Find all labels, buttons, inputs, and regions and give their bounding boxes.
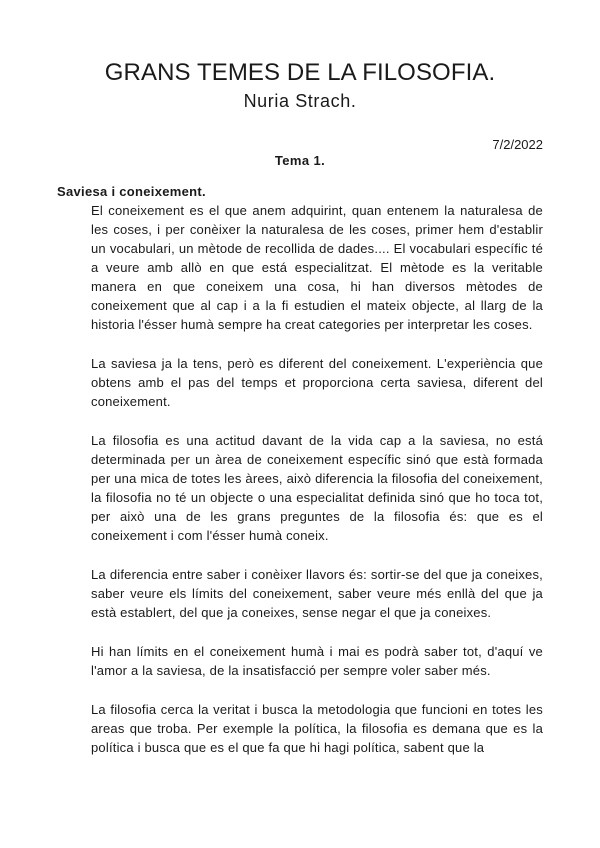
paragraph: La saviesa ja la tens, però es diferent del coneixement. L'experiència que obtens amb el pas del temps et proporciona certa saviesa, diferent del coneixement. [91, 356, 543, 409]
document-date: 7/2/2022 [492, 137, 543, 152]
paragraph: La diferencia entre saber i conèixer llavors és: sortir-se del que ja coneixes, saber veure els límits del coneixement, saber veure més enllà del que ja està establert, del que ja coneixes, sense negar el que ja coneixes. [91, 567, 543, 620]
body-text [91, 201, 543, 777]
paragraph: Hi han límits en el coneixement humà i mai es podrà saber tot, d'aquí ve l'amor a la saviesa, de la insatisfacció per sempre voler saber més. [91, 644, 543, 678]
paragraph: La filosofia cerca la veritat i busca la metodologia que funcioni en totes les areas que troba. Per exemple la política, la filosofia es demana que es la política i busca que es el que fa que hi hagi política, sabent que la [91, 702, 543, 755]
document-title: GRANS TEMES DE LA FILOSOFIA. [104, 59, 496, 86]
paragraph: El coneixement es el que anem adquirint, quan entenem la naturalesa de les coses, i per conèixer la naturalesa de les coses, primer hem d'establir un vocabulari, un mètode de recollida de dades.... El vocabulari específic té a veure amb allò en que está especialitzat. El mètode es la veritable manera en que coneixem una cosa, hi han diversos mètodes de coneixement que al cap i a la fi estudien el mateix objecte, al llarg de la historia l'ésser humà sempre ha creat categories per interpretar les coses. [91, 203, 543, 332]
document-author: Nuria Strach. [243, 91, 357, 111]
topic-heading: Tema 1. [274, 153, 326, 168]
paragraph: La filosofia es una actitud davant de la vida cap a la saviesa, no está determinada per un àrea de coneixement específic sinó que està formada per una mica de totes les àrees, això diferencia la filosofia del coneixement, la filosofia no té un objecte o una especialitat definida sinó que ho toca tot, per això una de les grans preguntes de la filosofia és: que es el coneixement i com l'ésser humà coneix. [91, 433, 543, 543]
section-heading: Saviesa i coneixement. [57, 184, 206, 199]
